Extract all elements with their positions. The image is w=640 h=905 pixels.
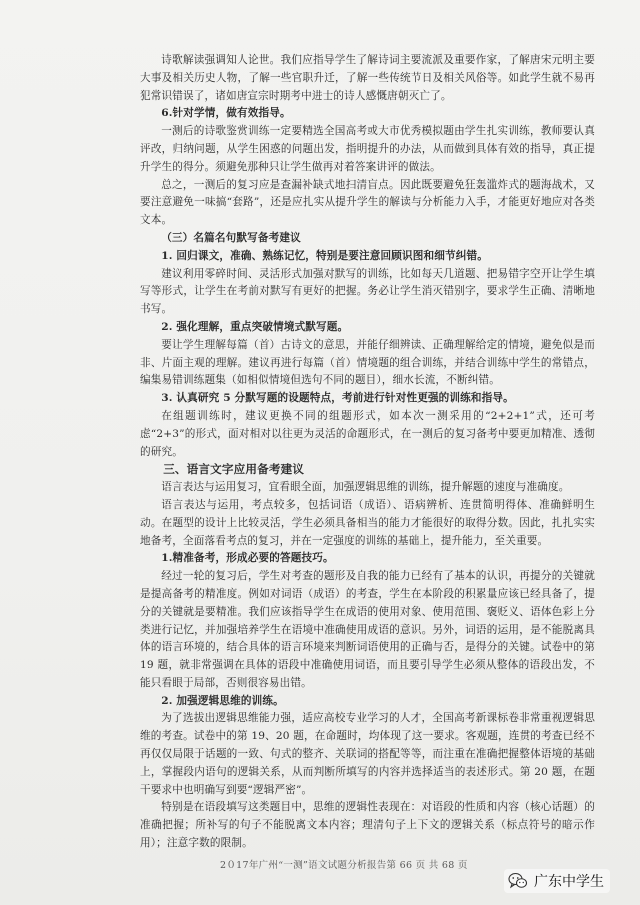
section-heading: 2. 加强逻辑思维的训练。 (161, 694, 284, 707)
section-heading: （三）名篇名句默写备考建议 (161, 231, 301, 244)
body-paragraph: 语言表达与运用复习，宜看眼全面，加强逻辑思维的训练，提升解题的速度与准确度。 (161, 481, 570, 494)
body-paragraph: 经过一轮的复习后，学生对考查的题形及自我的能力已经有了基本的认识，再提分的关键就是提高备考的精准度。例如对词语（成语）的考查，学生在本阶段的积累量应该已经具备了，提分的关键就是要精准。我们应该指导学生在成语的使用对象、使用范围、褒贬义、语体色彩上分类进行记忆，并加强培养学生在语境中准确使用成语的意识。另外，词语的运用，是不能脱离具体的语言环境的，结合具体的语言环境来判断词语使用的正确与否，是得分的关键。试卷中的第 19 题，就非常强调在具体的语段中准确使用词语，而且要引导学生必须从整体的语段出发，不能只看眼于局部，否则很容易出错。 (140, 570, 595, 689)
body-paragraph: 诗歌解读强调知人论世。我们应指导学生了解诗词主要流派及重要作家，了解唐宋元明主要大事及相关历史人物，了解一些官职升迁，了解一些传统节日及相关风俗等。如此学生就不易再犯常识错误了，诸如唐宣宗时期考中进士的诗人感慨唐朝灭亡了。 (140, 54, 595, 102)
body-paragraph: 建议利用零碎时间、灵活形式加强对默写的训练，比如每天几道题、把易错字空开让学生填写等形式，让学生在考前对默写有更好的把握。务必让学生消灭错别字，要求学生正确、清晰地书写。 (140, 267, 595, 316)
body-paragraph: 在组题训练时，建议更换不同的组题形式，如本次一测采用的“2+2+1”式，还可考虑“2+3”的形式，面对相对以往更为灵活的命题形式，在一测后的复习备考中要更加精准、透彻的研究。 (140, 409, 595, 458)
body-paragraph: 一测后的诗歌鉴赏训练一定要精选全国高考或大市优秀模拟题由学生扎实训练，教师要认真评改，归纳问题，从学生困惑的问题出发，指明提升的办法，从而做到具体有效的指导，真正提升学生的得分。须避免那种只让学生做再对着答案讲评的做法。 (140, 125, 595, 173)
body-paragraph: 总之，一测后的复习应是查漏补缺式地扫清盲点。因此既要避免狂轰滥炸式的题海战术，又要注意避免一味搞“套路”，还是应扎实从提升学生的解读与分析能力入手，才能更好地应对各类文本。 (140, 178, 595, 227)
wechat-icon (508, 872, 528, 890)
section-heading: 1. 回归课文，准确、熟练记忆，特别是要注意回顾识图和细节纠错。 (161, 249, 488, 262)
body-paragraph: 语言表达与运用，考点较多，包括词语（成语）、语病辨析、连贯简明得体、准确鲜明生动。在题型的设计上比较灵活，学生必须具备相当的能力才能很好的取得分数。因此，扎扎实实地备考，全面落看考点的复习，并在一定强度的训练的基础上，提升能力，至关重要。 (140, 498, 595, 547)
document-body (140, 52, 595, 853)
watermark-text: 广东中学生 (534, 874, 604, 890)
body-paragraph: 为了选拔出逻辑思维能力强，适应高校专业学习的人才，全国高考新课标卷非常重视逻辑思维的考查。试卷中的第 19、20 题，在命题时，均体现了这一要求。客观题，连贯的考查已经不再仅仅局限于话题的一致、句式的整齐、关联词的搭配等等，而注重在准确把握整体语境的基础上，掌握段内语句的逻辑关系，从而判断所填写的内容并选择适当的表述形式。第 20 题，在题干要求中也明确写到要“逻辑严密”。 (140, 712, 595, 796)
section-heading: 2. 强化理解，重点突破情境式默写题。 (161, 320, 349, 333)
section-heading: 1.精准备考，形成必要的答题技巧。 (161, 552, 334, 565)
section-heading: 3. 认真研究 5 分默写题的设题特点，考前进行针对性更强的训练和指导。 (161, 392, 514, 405)
page-footer: 2０17年广州“一测”语文试题分析报告第 66 页 共 68 页 (220, 860, 468, 871)
watermark (504, 869, 610, 893)
section-heading: 三、语言文字应用备考建议 (163, 462, 305, 477)
body-paragraph: 要让学生理解每篇（首）古诗文的意思，并能仔细辨读、正确理解给定的情境，避免似是而非、片面主观的理解。建议再进行每篇（首）情境题的组合训练，并结合训练中学生的常错点，编集易错训练题集（如相似情境但选句不同的题目），细水长流，不断纠错。 (140, 338, 595, 387)
body-paragraph: 特别是在语段填写这类题目中，思维的逻辑性表现在：对语段的性质和内容（核心话题）的准确把握；所补写的句子不能脱离文本内容；理清句子上下文的逻辑关系（标点符号的暗示作用）；注意字数的限制。 (140, 801, 595, 850)
section-heading: 6.针对学情，做有效指导。 (161, 107, 291, 120)
